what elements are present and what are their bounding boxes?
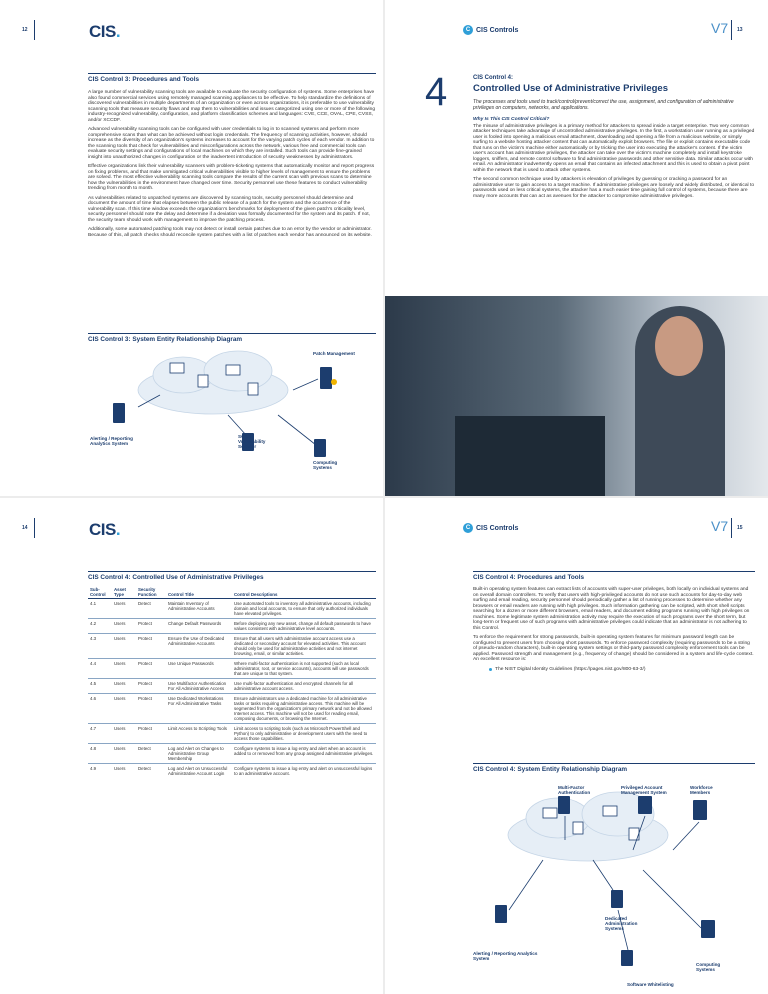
table-cell: 4.6: [88, 694, 112, 724]
table-cell: Maintain Inventory of Administrative Accounts: [166, 599, 232, 619]
table-cell: Protect: [136, 679, 166, 694]
page-number-divider: [731, 518, 732, 538]
table-cell: Detect: [136, 744, 166, 764]
cis-controls-logo: C CIS Controls: [463, 25, 518, 35]
table-row: [88, 694, 376, 724]
table-cell: Use Multifactor Authentication For All Administrative Access: [166, 679, 232, 694]
table-cell: 4.3: [88, 634, 112, 659]
table-row: [88, 599, 376, 619]
label-multi-factor-auth: Multi-Factor Authentication: [558, 785, 591, 795]
table-cell: Before deploying any new asset, change all default passwords to have values consistent with administrative level accounts.: [232, 619, 376, 634]
table-cell: Limit Access to Scripting Tools: [166, 724, 232, 744]
label-workforce-members: Workforce Members: [690, 785, 713, 795]
table-cell: Configure systems to issue a log entry and alert on unsuccessful logins to an administrative account.: [232, 764, 376, 779]
page-number-divider: [34, 518, 35, 538]
diagram-heading: CIS Control 3: System Entity Relationship Diagram: [88, 333, 376, 343]
label-dedicated-admin-systems: Dedicated Administration Systems: [605, 916, 638, 931]
hero-photo: [385, 296, 768, 496]
paragraph: The second common technique used by attackers is elevation of privileges by guessing or cracking a password for an administrative user to gain access to a target machine. If administrative privileges are loosely and widely distributed, or identical to passwords used on less critical systems, the attacker has a much easier time gaining full control of systems, because there are many more accounts that can act as avenues for the attacker to compromise administrative privileges.: [473, 177, 755, 199]
table-cell: Use automated tools to inventory all administrative accounts, including domain and local accounts, to ensure that only authorized individuals have elevated privileges.: [232, 599, 376, 619]
table-header-row: [88, 586, 376, 599]
table-cell: Configure systems to issue a log entry and alert when an account is added to or removed from any group assigned administrative privileges.: [232, 744, 376, 764]
cis-controls-emblem-icon: C: [463, 25, 473, 35]
table-row: [88, 724, 376, 744]
table-cell: Protect: [136, 694, 166, 724]
page-13: [385, 0, 768, 496]
paragraph: Additionally, some automated patching tools may not detect or install certain patches due to an error by the vendor or administrator. Because of this, all patch checks should reconcile system patches with a list of patches each vendor has announced on its website.: [88, 227, 372, 238]
cis-controls-emblem-icon: C: [463, 523, 473, 533]
table-cell: 4.8: [88, 744, 112, 764]
entity-relationship-diagram: [473, 780, 758, 980]
table-cell: Users: [112, 694, 136, 724]
table-cell: Ensure administrators use a dedicated machine for all administrative tasks or tasks requiring administrative access. This machine will be segmented from the organization's primary network and not be allowed Internet access. This machine will not be used for reading email, composing documents, or browsing the Internet.: [232, 694, 376, 724]
paragraph: The misuse of administrative privileges is a primary method for attackers to spread inside a target enterprise. Two very common attacker techniques take advantage of uncontrolled administrative privileges. In the first, a workstation user running as a privileged user is fooled into opening a malicious email attachment, downloading and opening a file from a malicious website, or simply surfing to a website hosting attacker content that can automatically exploit browsers. The file or exploit contains executable code that runs on the victim's machine either automatically or by tricking the user into executing the attacker's content. If the victim user's account has administrative privileges, the attacker can take over the victim's machine completely and install keystroke loggers, sniffers, and remote control software to find administrative passwords and other sensitive data. Similar attacks occur with email. An administrator inadvertently opens an email that contains an infected attachment and this is used to obtain a pivot point within the network that is used to attack other systems.: [473, 123, 755, 173]
table-cell: Log and Alert on Changes to Administrative Group Membership: [166, 744, 232, 764]
page-number: 13: [737, 27, 743, 33]
label-alerting-system: Alerting / Reporting Analytics System: [473, 951, 538, 961]
page-number: 14: [22, 525, 28, 531]
page-number-divider: [34, 20, 35, 40]
cis-controls-logo: C CIS Controls: [463, 523, 518, 533]
table-cell: Ensure that all users with administrative account access use a dedicated or secondary account for elevated activities. This account should only be used for administrative activities and not internet browsing, email, or similar activities.: [232, 634, 376, 659]
table-cell: Users: [112, 724, 136, 744]
lock-icon: [331, 379, 337, 385]
table-cell: Detect: [136, 764, 166, 779]
version-label: V7: [711, 518, 729, 534]
control-title: Controlled Use of Administrative Privileges: [473, 83, 668, 94]
table-cell: 4.2: [88, 619, 112, 634]
column-header: Control Title: [166, 586, 232, 599]
table-cell: 4.9: [88, 764, 112, 779]
table-row: [88, 619, 376, 634]
cloud-icon: [138, 351, 288, 414]
table-cell: 4.5: [88, 679, 112, 694]
table-cell: Protect: [136, 634, 166, 659]
cis-logo: CIS.: [89, 520, 121, 539]
monitor-shape: [455, 416, 605, 496]
control-label: CIS Control 4:: [473, 75, 513, 81]
body-text: [473, 587, 755, 672]
paragraph: A large number of vulnerability scanning tools are available to evaluate the security configuration of systems. Some enterprises have also found commercial services using remotely managed scanning appliances to be effective. To help standardize the definitions of discovered vulnerabilities in multiple departments of an organization or even across organizations, it is preferable to use vulnerability scanning tools that measure security flaws and map them to vulnerabilities and issues categorized using one or more of the following industry-recognized vulnerability, configuration, and platform classification schemes and languages: CVE, CCE, OVAL, CPE, CVSS, and/or XCCDF.: [88, 90, 376, 123]
bullet-dot-icon: [489, 668, 492, 671]
cis-logo: CIS.: [89, 22, 121, 41]
table-cell: Use Dedicated Workstations For All Administrative Tasks: [166, 694, 232, 724]
body-text: [88, 90, 376, 242]
column-header: Asset Type: [112, 586, 136, 599]
column-header: Security Function: [136, 586, 166, 599]
section-heading: CIS Control 4: Controlled Use of Administrative Privileges: [88, 571, 376, 581]
controls-table: [88, 586, 376, 778]
table-cell: Users: [112, 599, 136, 619]
page-12: [0, 0, 383, 496]
table-cell: Protect: [136, 659, 166, 679]
page-number: 15: [737, 525, 743, 531]
table-row: [88, 764, 376, 779]
table-cell: Use multi-factor authentication and encrypted channels for all administrative account access.: [232, 679, 376, 694]
label-computing-systems: Computing Systems: [313, 460, 338, 470]
label-computing-systems: Computing Systems: [696, 962, 721, 972]
table-cell: Users: [112, 679, 136, 694]
label-scap-scanner: SCAP Vulnerability Scanner: [238, 434, 266, 449]
table-cell: Users: [112, 634, 136, 659]
bullet-item: The NIST Digital Identity Guidelines (https://pages.nist.gov/800-63-3/): [489, 667, 755, 673]
why-heading: Why Is This CIS Control Critical?: [473, 117, 550, 122]
table-cell: Ensure the Use of Dedicated Administrative Accounts: [166, 634, 232, 659]
page-number: 12: [22, 27, 28, 33]
table-row: [88, 679, 376, 694]
control-number: 4: [425, 70, 448, 114]
paragraph: Advanced vulnerability scanning tools can be configured with user credentials to log in to scanned systems and perform more comprehensive scans than what can be achieved without login credentials. The frequency of scanning activities, however, should increase as the diversity of an organization's systems increases to account for the varying patch cycles of each vendor. In addition to the scanning tools that check for vulnerabilities and misconfigurations across the network, various free and commercial tools can evaluate security settings and configurations of local machines on which they are installed. Such tools can provide fine-grained insight into unauthorized changes in configuration or the inadvertent introduction of security weaknesses by administrators.: [88, 127, 375, 160]
column-header: Control Descriptions: [232, 586, 376, 599]
table-row: [88, 659, 376, 679]
label-software-whitelisting: Software Whitelisting: [627, 982, 674, 987]
control-intro: The processes and tools used to track/control/prevent/correct the use, assignment, and configuration of administrative privileges on computers, networks, and applications.: [473, 99, 734, 111]
page-15: [385, 498, 768, 994]
paragraph: As vulnerabilities related to unpatched systems are discovered by scanning tools, security personnel should determine and document the amount of time that elapses between the public release of a patch for the system and the occurrence of the vulnerability scan. If this time window exceeds the organization's benchmarks for deployment of the given patch's criticality level, security personnel should note the delay and determine if a deviation was formally documented for the system and its patch. If not, the security team should work with management to improve the patching process.: [88, 195, 370, 223]
table-cell: Limit access to scripting tools (such as Microsoft PowerShell and Python) to only administrative or development users with the need to access those capabilities.: [232, 724, 376, 744]
table-row: [88, 744, 376, 764]
page-number-divider: [731, 20, 732, 40]
section-heading: CIS Control 4: Procedures and Tools: [473, 571, 755, 581]
table-cell: 4.1: [88, 599, 112, 619]
table-cell: Users: [112, 619, 136, 634]
body-text: [473, 117, 755, 203]
table-cell: Where multi-factor authentication is not supported (such as local administrator, root, or service accounts), accounts will use passwords that are unique to that system.: [232, 659, 376, 679]
table-cell: Protect: [136, 619, 166, 634]
paragraph: Effective organizations link their vulnerability scanners with problem-ticketing systems that automatically monitor and report progress on fixing problems, and that make unmitigated critical vulnerabilities visible to higher levels of management to ensure the problems are solved. The most effective vulnerability scanning tools compare the results of the current scan with previous scans to determine how the vulnerabilities in the environment have changed over time. Security personnel use these features to conduct vulnerability trending from month to month.: [88, 164, 375, 191]
label-alerting-system: Alerting / Reporting Analytics System: [90, 436, 133, 446]
table-cell: Use Unique Passwords: [166, 659, 232, 679]
table-cell: 4.7: [88, 724, 112, 744]
section-heading: CIS Control 3: Procedures and Tools: [88, 73, 376, 83]
version-label: V7: [711, 20, 729, 36]
table-cell: Detect: [136, 599, 166, 619]
person-head-shape: [655, 316, 703, 376]
table-cell: 4.4: [88, 659, 112, 679]
table-cell: Log and Alert on Unsuccessful Administrative Account Login: [166, 764, 232, 779]
label-patch-management: Patch Management: [313, 351, 355, 356]
table-cell: Users: [112, 744, 136, 764]
paragraph: To enforce the requirement for strong passwords, built-in operating system features for minimum password length can be configured to prevent users from choosing short passwords. To enforce password complexity (requiring passwords to be a string of pseudo-random characters), built-in operating system settings or third-party password complexity enforcement tools can be applied. Password strength and management (e.g., frequency of change) should be considered in a system and life-cycle context. An excellent resource is:: [473, 635, 754, 662]
table-cell: Protect: [136, 724, 166, 744]
table-cell: Users: [112, 764, 136, 779]
label-privileged-account-mgmt: Privileged Account Management System: [621, 785, 667, 795]
table-row: [88, 634, 376, 659]
diagram-heading: CIS Control 4: System Entity Relationship Diagram: [473, 763, 755, 773]
paragraph: Built-in operating system features can extract lists of accounts with super-user privileges, both locally on individual systems and on overall domain controllers. To verify that users with high-privileged accounts do not use such accounts for day-to-day web surfing and email reading, security personnel should periodically gather a list of running processes to determine whether any browsers or email readers are running with high privileges. Such information gathering can be scripted, with short shell scripts searching for a dozen or more different browsers, email readers, and document editing programs running with high privileges on machines. Some legitimate system administration activity may require the execution of such programs over the short term, but long-term or frequent use of such programs with administrative privileges could indicate that an administrator is not adhering to this Control.: [473, 587, 750, 631]
column-header: Sub-Control: [88, 586, 112, 599]
page-14: [0, 498, 383, 994]
table-cell: Users: [112, 659, 136, 679]
table-cell: Change Default Passwords: [166, 619, 232, 634]
